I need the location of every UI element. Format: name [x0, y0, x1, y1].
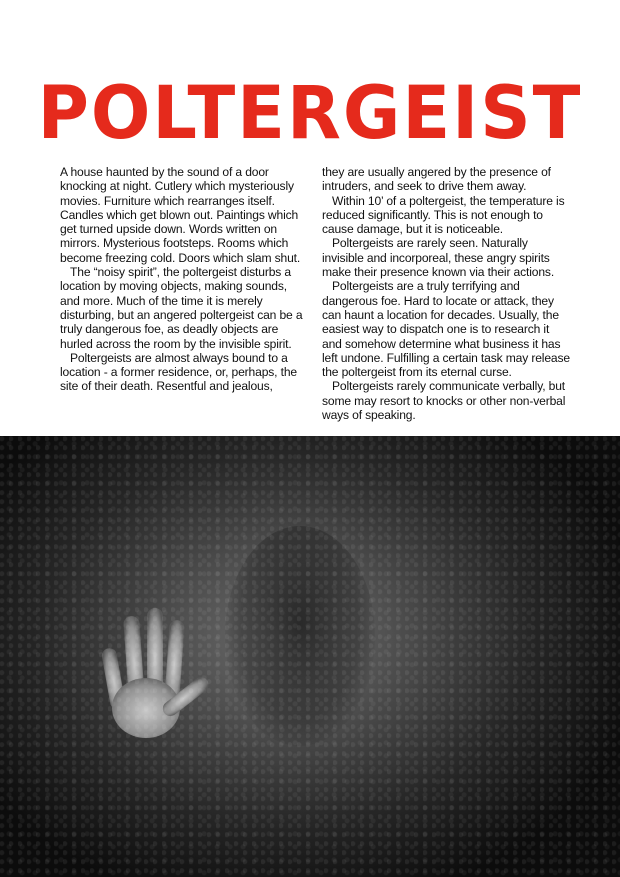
paragraph: Poltergeists are almost always bound to a location - a former residence, or, perhaps, the site of their death. Resentful and jealous, [60, 350, 297, 394]
paragraph: they are usually angered by the presence of intruders, and seek to drive them away. [322, 165, 551, 194]
paragraph: Poltergeists are a truly terrifying and dangerous foe. Hard to locate or attack, they can haunt a location for decades. Usually, the easiest way to dispatch one is to research it and somehow determine what business it has left undone. Fulfilling a certain task may release the poltergeist from its eternal curse. [322, 279, 570, 380]
paragraph: Poltergeists rarely communicate verbally, but some may resort to knocks or other non-verbal ways of speaking. [322, 379, 566, 423]
paragraph: The “noisy spirit”, the poltergeist disturbs a location by moving objects, making sounds, and more. Much of the time it is merely disturbing, but an angered poltergeist can be a truly dangerous foe, as deadly objects are hurled across the room by the invisible spirit. [60, 265, 303, 351]
glass-texture [0, 436, 620, 877]
paragraph: Within 10’ of a poltergeist, the temperature is reduced significantly. This is not enough to cause damage, but it is noticeable. [322, 193, 565, 237]
text-column-left [60, 165, 306, 394]
paragraph: Poltergeists are rarely seen. Naturally invisible and incorporeal, these angry spirits make their presence known via their actions. [322, 236, 555, 280]
text-column-right [322, 165, 570, 422]
paragraph: A house haunted by the sound of a door knocking at night. Cutlery which mysteriously movies. Furniture which rearranges itself. Candles which get blown out. Paintings which get turned upside down. Words written on mirrors. Mysterious footsteps. Rooms which become freezing cold. Doors which slam shut. [60, 165, 301, 265]
ghost-behind-glass-image [0, 436, 620, 877]
page-title: POLTERGEIST [37, 69, 583, 157]
